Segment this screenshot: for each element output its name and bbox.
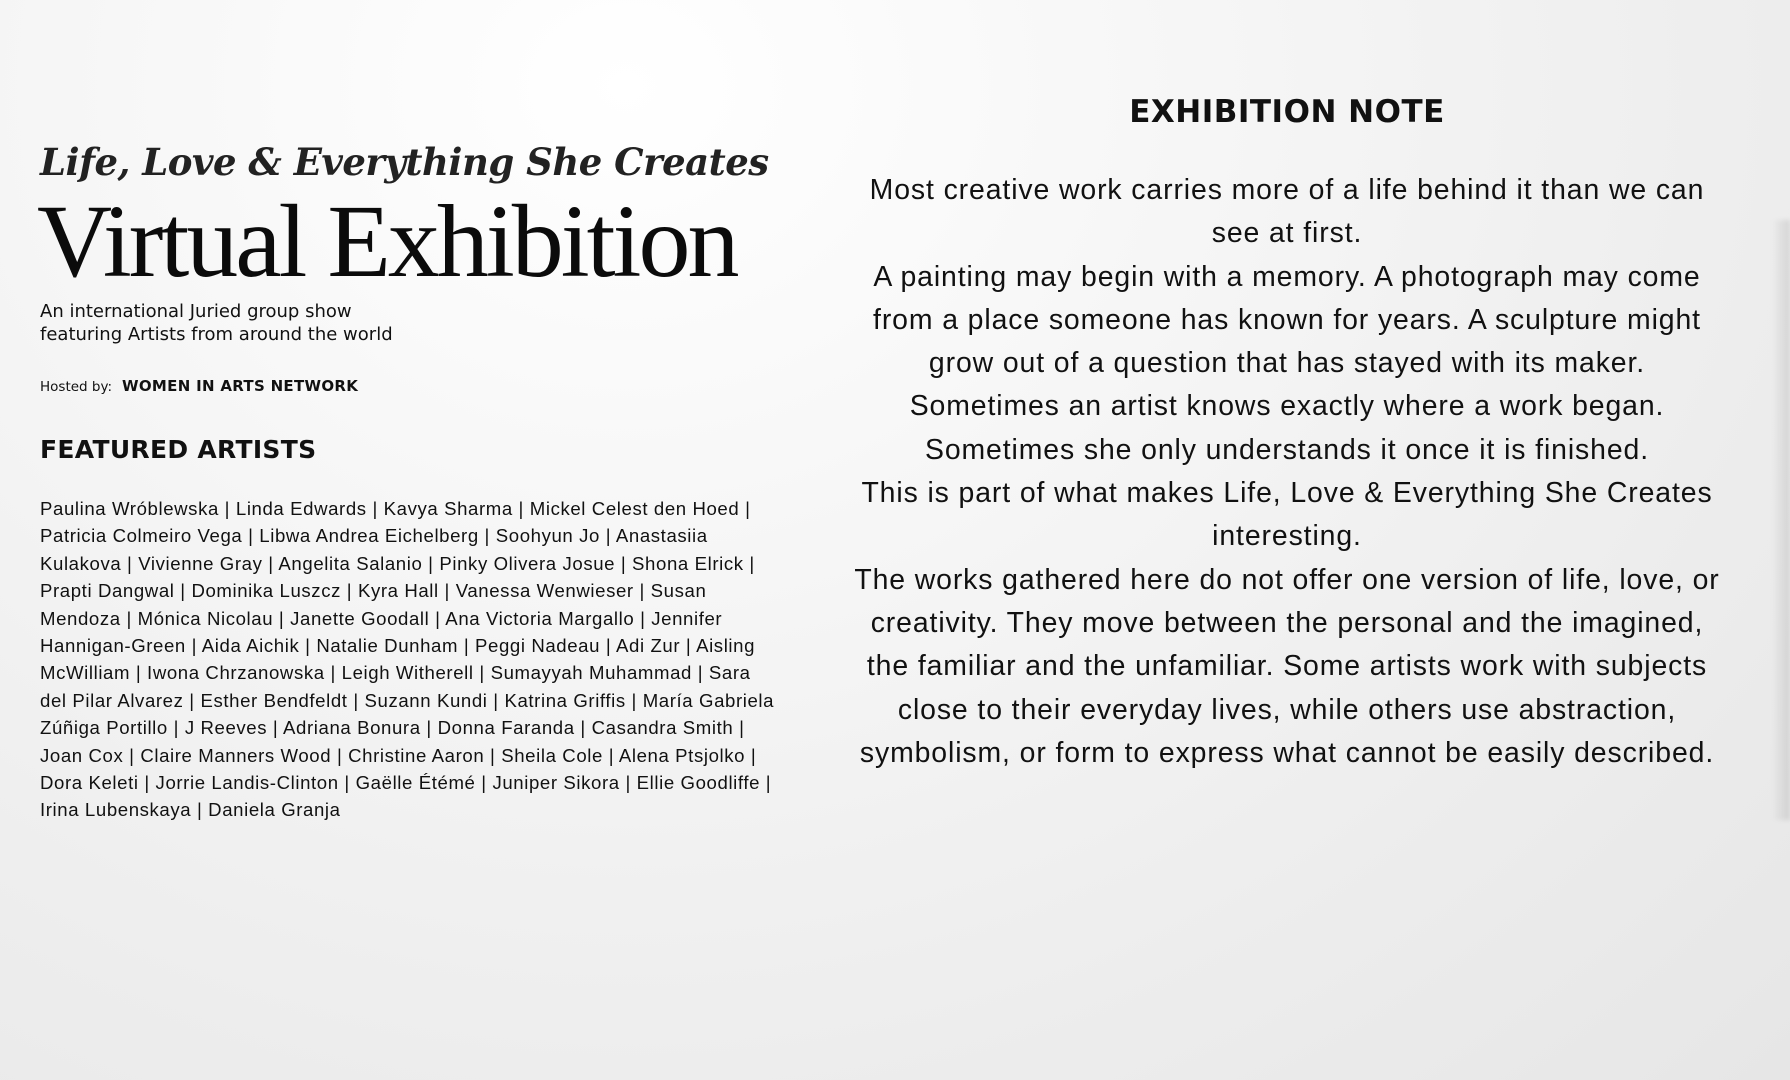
featured-artists-list: Paulina Wróblewska | Linda Edwards | Kavya Sharma | Mickel Celest den Hoed | Patricia Colmeiro Vega | Libwa Andrea Eichelberg | Soohyun Jo | Anastasiia Kulakova | Vivienne Gray | Angelita Salanio | Pinky Olivera Josue | Shona Elrick | Prapti Dangwal | Dominika Luszcz | Kyra Hall | Vanessa Wenwieser | Susan Mendoza | Mónica Nicolau | Janette Goodall | Ana Victoria Margallo | Jennifer Hannigan-Green | Aida Aichik | Natalie Dunham | Peggi Nadeau | Adi Zur | Aisling McWilliam | Iwona Chrzanowska | Leigh Witherell | Sumayyah Muhammad | Sara del Pilar Alvarez | Esther Bendfeldt | Suzann Kundi | Katrina Griffis | María Gabriela Zúñiga Portillo | J Reeves | Adriana Bonura | Donna Faranda | Casandra Smith | Joan Cox | Claire Manners Wood | Christine Aaron | Sheila Cole | Alena Ptsjolko | Dora Keleti | Jorrie Landis-Clinton | Gaëlle Étémé | Juniper Sikora | Ellie Goodliffe | Irina Lubenskaya | Daniela Granja (40, 498, 775, 821)
hosted-by-label: Hosted by: (40, 379, 113, 395)
note-paragraph: A painting may begin with a memory. A photograph may come from a place someone has known for years. A sculpture might grow out of a question that has stayed with its maker. Sometimes an artist knows exactly where a work began. Sometimes she only understands it once it is finished. (873, 260, 1701, 466)
exhibition-title: Virtual Exhibition (37, 184, 737, 299)
exhibition-note-heading: EXHIBITION NOTE (1129, 94, 1445, 130)
exhibition-info-panel (37, 138, 800, 824)
exhibition-note-body (852, 169, 1722, 775)
note-paragraph: The works gathered here do not offer one version of life, love, or creativity. They move between the personal and the imagined, the familiar and the unfamiliar. Some artists work with subjects close to their everyday lives, while others use abstraction, symbolism, or form to express what cannot be easily described. (854, 563, 1720, 769)
note-paragraph: This is part of what makes Life, Love & Everything She Creates interesting. (861, 477, 1713, 553)
exhibition-note-panel (852, 94, 1722, 775)
note-paragraph: Most creative work carries more of a life behind it than we can see at first. (869, 174, 1705, 250)
hosted-by-line (40, 377, 800, 395)
exhibition-intro: An international Juried group show featuring Artists from around the world (40, 301, 393, 345)
exhibition-subtitle: Life, Love & Everything She Creates (40, 140, 769, 184)
featured-artists-heading: FEATURED ARTISTS (40, 435, 317, 464)
page-edge-shadow (1772, 220, 1790, 820)
host-organization: WOMEN IN ARTS NETWORK (122, 377, 359, 395)
